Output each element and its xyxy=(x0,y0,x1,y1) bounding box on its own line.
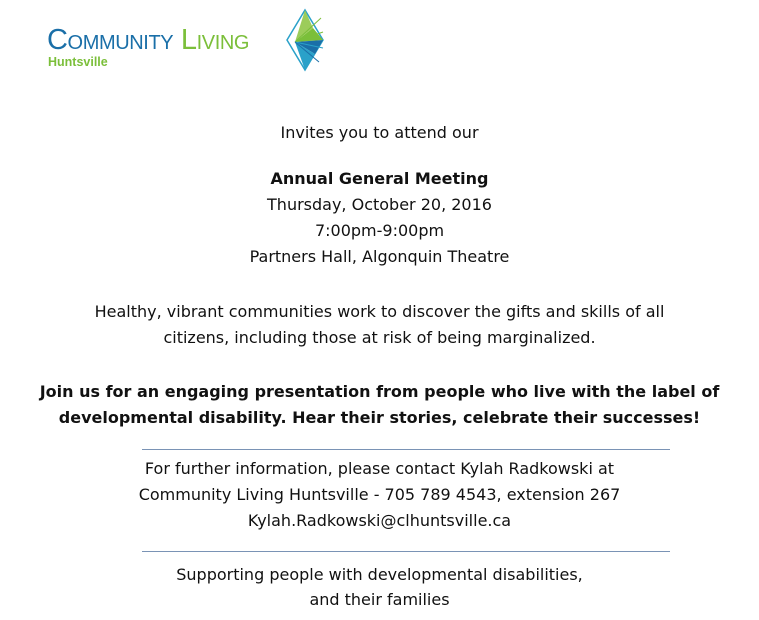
mission-line-1: Healthy, vibrant communities work to discover the gifts and skills of all xyxy=(94,302,665,321)
contact-email-link[interactable]: Kylah.Radkowski@clhuntsville.ca xyxy=(247,511,512,530)
logo-wordmark xyxy=(47,26,249,55)
logo-word-living: Living xyxy=(180,24,250,56)
community-living-logo xyxy=(47,8,337,74)
contact-line-1: For further information, please contact Kylah Radkowski at xyxy=(144,459,615,478)
divider-top xyxy=(142,449,670,450)
tagline-line-1: Supporting people with developmental disabilities, xyxy=(176,565,583,584)
logo-word-community: Community xyxy=(47,24,174,56)
mission-line-2: citizens, including those at risk of being marginalized. xyxy=(163,328,596,347)
divider-bottom xyxy=(142,551,670,552)
invite-line: Invites you to attend our xyxy=(280,123,479,142)
logo-subtitle: Huntsville xyxy=(48,55,108,69)
event-time: 7:00pm-9:00pm xyxy=(314,221,445,240)
event-location: Partners Hall, Algonquin Theatre xyxy=(249,247,510,266)
callout-line-1: Join us for an engaging presentation from people who live with the label of xyxy=(39,382,720,401)
tagline-line-2: and their families xyxy=(309,590,450,609)
event-date: Thursday, October 20, 2016 xyxy=(267,195,492,214)
callout-line-2: developmental disability. Hear their stories, celebrate their successes! xyxy=(58,408,701,427)
contact-line-2: Community Living Huntsville - 705 789 4543, extension 267 xyxy=(138,485,621,504)
logo-diamond-mark-icon xyxy=(285,8,325,72)
event-title: Annual General Meeting xyxy=(270,169,489,188)
